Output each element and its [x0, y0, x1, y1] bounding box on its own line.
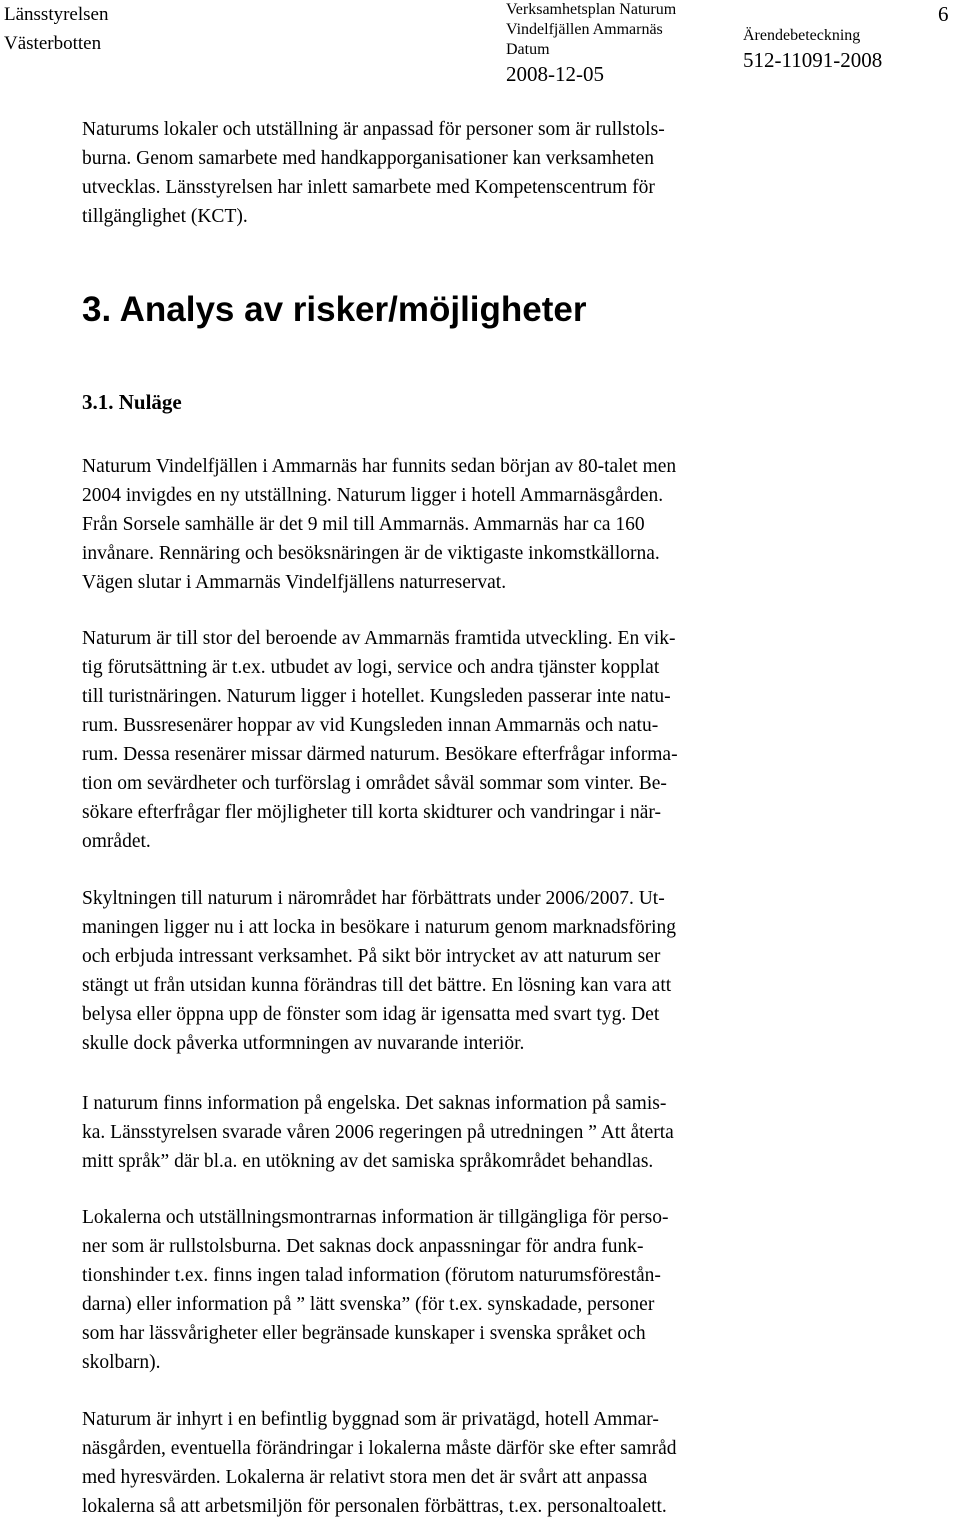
text-line: stängt ut från utsidan kunna förändras till det bättre. En lösning kan vara att [82, 975, 672, 996]
paragraph-4 [82, 1089, 872, 1176]
text-line: sökare efterfrågar fler möjligheter till korta skidturer och vandringar i när- [82, 802, 661, 823]
paragraph-5 [82, 1203, 872, 1377]
doc-title-line-2: Vindelfjällen Ammarnäs [506, 21, 663, 38]
text-line: belysa eller öppna upp de fönster som idag är igensatta med svart tyg. Det [82, 1004, 660, 1025]
page-number: 6 [938, 2, 949, 26]
text-line: och erbjuda intressant verksamhet. På sikt bör intrycket av att naturum ser [82, 946, 661, 967]
text-line: området. [82, 831, 151, 852]
text-line: till turistnäringen. Naturum ligger i hotellet. Kungsleden passerar inte natu- [82, 686, 671, 707]
text-line: maningen ligger nu i att locka in besökare i naturum genom marknadsföring [82, 917, 677, 938]
text-line: invånare. Rennäring och besöksnäringen är de viktigaste inkomstkällorna. [82, 543, 660, 564]
text-line: rum. Bussresenärer hoppar av vid Kungsleden innan Ammarnäs och natu- [82, 715, 659, 736]
text-line: burna. Genom samarbete med handkapporganisationer kan verksamheten [82, 148, 654, 169]
org-line-2: Västerbotten [4, 33, 102, 54]
text-line: Naturum Vindelfjällen i Ammarnäs har funnits sedan början av 80-talet men [82, 456, 677, 477]
text-line: ka. Länsstyrelsen svarade våren 2006 regeringen på utredningen ” Att återta [82, 1122, 674, 1143]
text-line: tig förutsättning är t.ex. utbudet av logi, service och andra tjänster kopplat [82, 657, 660, 678]
text-line: Lokalerna och utställningsmontrarnas information är tillgängliga för perso- [82, 1207, 669, 1228]
org-name [4, 0, 108, 58]
doc-title-line-1: Verksamhetsplan Naturum [506, 1, 677, 18]
case-value: 512-11091-2008 [743, 48, 883, 72]
case-number-block [743, 26, 882, 74]
text-line: Naturums lokaler och utställning är anpassad för personer som är rullstols- [82, 119, 665, 140]
text-line: som har lässvårigheter eller begränsade kunskaper i svenska språket och [82, 1323, 646, 1344]
text-line: skulle dock påverka utformningen av nuvarande interiör. [82, 1033, 525, 1054]
text-line: Från Sorsele samhälle är det 9 mil till Ammarnäs. Ammarnäs har ca 160 [82, 514, 645, 535]
text-line: näsgården, eventuella förändringar i lokalerna måste därför ske efter samråd [82, 1438, 677, 1459]
paragraph-3 [82, 884, 872, 1058]
text-line: tion om sevärdheter och turförslag i området såväl sommar som vinter. Be- [82, 773, 667, 794]
text-line: ner som är rullstolsburna. Det saknas dock anpassningar för andra funk- [82, 1236, 644, 1257]
org-line-1: Länsstyrelsen [4, 4, 109, 25]
text-line: Vägen slutar i Ammarnäs Vindelfjällens naturreservat. [82, 572, 507, 593]
paragraph-6 [82, 1405, 872, 1521]
text-line: Skyltningen till naturum i närområdet har förbättrats under 2006/2007. Ut- [82, 888, 665, 909]
text-line: tionshinder t.ex. finns ingen talad information (förutom naturumsförestån- [82, 1265, 661, 1286]
intro-paragraph [82, 115, 872, 231]
section-heading: 3. Analys av risker/möjligheter [82, 290, 587, 329]
date-value: 2008-12-05 [506, 62, 604, 86]
text-line: skolbarn). [82, 1352, 161, 1373]
text-line: lokalerna så att arbetsmiljön för personalen förbättras, t.ex. personaltoalett. [82, 1496, 667, 1517]
text-line: I naturum finns information på engelska. Det saknas information på samis- [82, 1093, 667, 1114]
paragraph-2 [82, 624, 872, 856]
text-line: med hyresvärden. Lokalerna är relativt stora men det är svårt att anpassa [82, 1467, 648, 1488]
date-label: Datum [506, 41, 550, 58]
text-line: utvecklas. Länsstyrelsen har inlett samarbete med Kompetenscentrum för [82, 177, 655, 198]
case-label: Ärendebeteckning [743, 27, 861, 44]
document-title-block [506, 0, 676, 88]
text-line: tillgänglighet (KCT). [82, 206, 248, 227]
text-line: rum. Dessa resenärer missar därmed naturum. Besökare efterfrågar informa- [82, 744, 678, 765]
text-line: Naturum är inhyrt i en befintlig byggnad som är privatägd, hotell Ammar- [82, 1409, 659, 1430]
text-line: darna) eller information på ” lätt svenska” (för t.ex. synskadade, personer [82, 1294, 655, 1315]
text-line: Naturum är till stor del beroende av Ammarnäs framtida utveckling. En vik- [82, 628, 676, 649]
subsection-heading: 3.1. Nuläge [82, 390, 182, 414]
text-line: 2004 invigdes en ny utställning. Naturum ligger i hotell Ammarnäsgården. [82, 485, 664, 506]
paragraph-1 [82, 452, 872, 597]
text-line: mitt språk” där bl.a. en utökning av det samiska språkområdet behandlas. [82, 1151, 654, 1172]
